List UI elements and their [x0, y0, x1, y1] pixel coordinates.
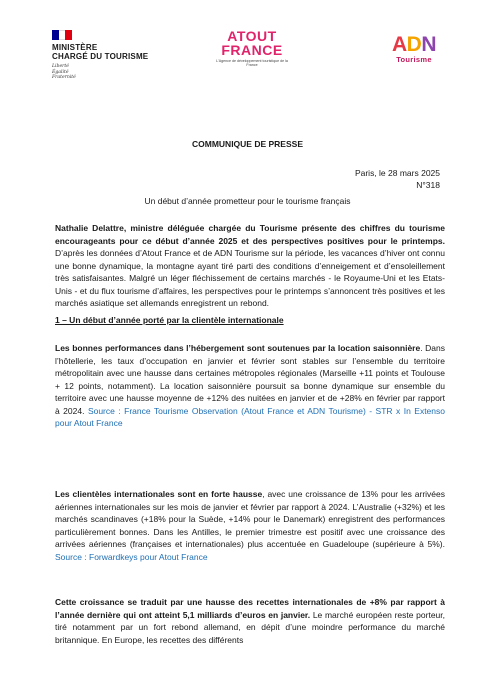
release-date: Paris, le 28 mars 2025	[354, 168, 440, 178]
adn-subtitle: Tourisme	[396, 55, 432, 64]
document-heading: COMMUNIQUE DE PRESSE	[192, 139, 303, 149]
paragraph-text: Le marché européen reste porteur, tiré notamment par un fort rebond allemand, en dépit d’une moindre performance du marché britannique. En Europe, les recettes des différents	[55, 609, 445, 645]
section-1-title: 1 – Un début d’année porté par la clientèle internationale	[55, 315, 284, 325]
paragraph-text: , avec une croissance de 13% pour les arrivées aériennes internationales sur les mois de janvier et février par rapport à 2024. L’Australie (+32%) et les marchés scandinaves (+18% pour la Suède, +14% pour le Danemark) enregistrent des performances particulièrement bonnes. Dans les Antilles, le premier trimestre est positif avec une croissance des arrivées aériennes (françaises et internationales) plus accentuée en Guadeloupe (supérieure à 5%).	[55, 489, 445, 549]
dateline	[355, 167, 440, 191]
source-note: Source : Forwardkeys pour Atout France	[55, 551, 208, 562]
paragraph-text: . Dans l’hôtellerie, les taux d’occupation en janvier et février sont stables sur l’ensemble du territoire métropolitain avec une hausse dans certaines métropoles régionales (Marseille +11 points et Toulouse + 12 points, notamment). La location saisonnière poursuit sa bonne dynamique sur ensemble du territoire avec une hausse moyenne de +12% des nuitées en janvier et de +28% en février par rapport à 2024.	[55, 343, 445, 416]
document-title: Un début d’année prometteur pour le tourisme français	[144, 196, 351, 206]
paragraph-clienteles	[55, 488, 445, 563]
ministry-name: MINISTÈRE CHARGÉ DU TOURISME	[52, 43, 149, 61]
ministry-logo	[52, 30, 162, 81]
paragraph-lead: Les bonnes performances dans l’hébergement sont soutenues par la location saisonnière	[55, 343, 421, 353]
french-flag-icon	[52, 30, 72, 40]
paragraph-hebergement	[55, 342, 445, 430]
intro-lead: Nathalie Delattre, ministre déléguée chargée du Tourisme présente des chiffres du tourisme encourageants pour ce début d’année 2025 et des perspectives positives pour le printemps.	[55, 223, 445, 246]
adn-wordmark: ADN	[391, 33, 436, 56]
release-number: N°318	[416, 180, 440, 190]
source-note: Source : France Tourisme Observation (Atout France et ADN Tourisme) - STR x In Extenso pour Atout France	[55, 405, 445, 428]
intro-paragraph	[55, 222, 445, 310]
republic-motto: Liberté Égalité Fraternité	[52, 64, 76, 81]
paragraph-lead: Cette croissance se traduit par une hausse des recettes internationales de +8% par rapport à l’année dernière qui ont atteint 5,1 milliards d’euros en janvier.	[55, 597, 445, 620]
adn-tourisme-logo	[379, 34, 449, 64]
atout-france-logo	[212, 29, 292, 68]
paragraph-lead: Les clientèles internationales sont en forte hausse	[55, 489, 263, 499]
atout-france-tagline: L'Agence de développement touristique de la France	[216, 59, 288, 68]
intro-text: D’après les données d’Atout France et de ADN Tourisme sur la période, les vacances d’hiver ont connu une bonne dynamique, la montagne ayant tiré parti des conditions d’enneigement et d’ensoleillement très satisfaisantes. Malgré un léger fléchissement de certains marchés - le Royaume-Uni et les Etats-Unis - et du flux tourisme d’affaires, les perspectives pour le printemps s’annoncent très positives et les marchés asiatique set allemands enregistrent un rebond.	[55, 248, 445, 308]
atout-france-wordmark: ATOUT FRANCE	[221, 28, 283, 58]
paragraph-recettes	[55, 596, 445, 646]
